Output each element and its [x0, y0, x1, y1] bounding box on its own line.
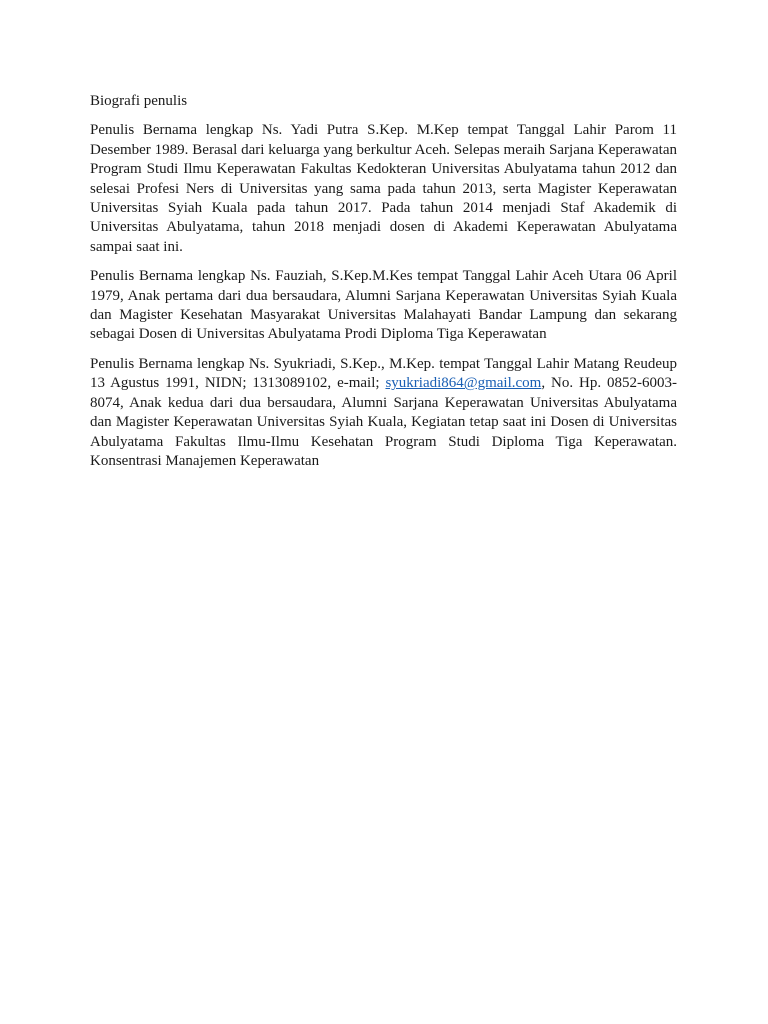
document-body: [90, 92, 677, 481]
section-heading: Biografi penulis: [90, 93, 188, 109]
email-link[interactable]: syukriadi864@gmail.com: [385, 375, 542, 392]
paragraph-author-3-text-before: Penulis Bernama lengkap Ns. Syukriadi, S.Kep., M.Kep. tempat Tanggal Lahir Matang Reudeup 13 Agustus 1991, NIDN; 1313089102, e-mail;: [90, 355, 677, 392]
paragraph-author-3-text-after: , No. Hp. 0852-6003-8074, Anak kedua dari dua bersaudara, Alumni Sarjana Keperawatan Universitas Abulyatama dan Magister Keperawatan Universitas Syiah Kuala, Kegiatan tetap saat ini Dosen di Universitas Abulyatama Fakultas Ilmu-Ilmu Kesehatan Program Studi Diploma Tiga Keperawatan. Konsentrasi Manajemen Keperawatan: [90, 375, 677, 469]
paragraph-author-1: Penulis Bernama lengkap Ns. Yadi Putra S.Kep. M.Kep tempat Tanggal Lahir Parom 11 Desember 1989. Berasal dari keluarga yang berkultur Aceh. Selepas meraih Sarjana Keperawatan Program Studi Ilmu Keperawatan Fakultas Kedokteran Universitas Abulyatama tahun 2012 dan selesai Profesi Ners di Universitas yang sama pada tahun 2013, serta Magister Keperawatan Universitas Syiah Kuala pada tahun 2017. Pada tahun 2014 menjadi Staf Akademik di Universitas Abulyatama, tahun 2018 menjadi dosen di Akademi Keperawatan Abulyatama sampai saat ini.: [90, 122, 677, 255]
paragraph-author-3: [90, 355, 677, 471]
paragraph-author-2: Penulis Bernama lengkap Ns. Fauziah, S.Kep.M.Kes tempat Tanggal Lahir Aceh Utara 06 April 1979, Anak pertama dari dua bersaudara, Alumni Sarjana Keperawatan Universitas Syiah Kuala dan Magister Kesehatan Masyarakat Universitas Malahayati Bandar Lampung dan sekarang sebagai Dosen di Universitas Abulyatama Prodi Diploma Tiga Keperawatan: [90, 268, 677, 343]
